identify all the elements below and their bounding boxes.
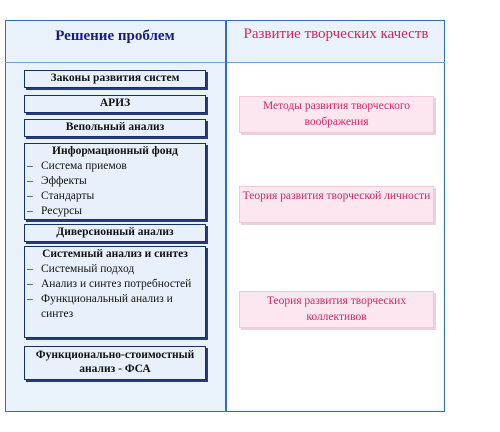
box-creative-personality-theory: Теория развития творческой личности <box>239 186 434 223</box>
box-label: Вепольный анализ <box>65 121 165 133</box>
system-analysis-list <box>25 262 205 322</box>
box-functional-cost-analysis <box>24 346 206 380</box>
box-label: Законы развития систем <box>50 72 180 84</box>
box-label: Функционально-стоимостный анализ - ФСА <box>35 349 195 375</box>
list-item: – Анализ и синтез потребностей <box>27 277 205 292</box>
box-ariz <box>24 95 206 113</box>
box-information-fund <box>24 143 206 220</box>
box-diversion-analysis <box>24 224 206 242</box>
box-title: Информационный фонд <box>52 145 178 157</box>
list-item: – Стандарты <box>27 189 205 204</box>
box-imagination-methods: Методы развития творческого воображения <box>239 96 434 133</box>
list-item: – Системный подход <box>27 262 205 277</box>
box-laws-of-system-development <box>24 70 206 88</box>
list-item: – Эффекты <box>27 174 205 189</box>
information-fund-list <box>25 159 205 219</box>
list-item: – Функциональный анализ и синтез <box>27 292 205 322</box>
left-column-title: Решение проблем <box>55 28 175 44</box>
list-item: – Система приемов <box>27 159 205 174</box>
box-creative-teams-theory: Теория развития творческих коллективов <box>239 291 434 328</box>
box-label: АРИЗ <box>99 97 131 109</box>
box-title: Системный анализ и синтез <box>42 248 188 260</box>
box-system-analysis-synthesis <box>24 246 206 338</box>
list-item: – Ресурсы <box>27 204 205 219</box>
right-column-title: Развитие творческих качеств <box>243 26 429 42</box>
box-label: Диверсионный анализ <box>56 226 174 238</box>
column-divider <box>225 20 227 412</box>
box-su-field-analysis <box>24 119 206 137</box>
